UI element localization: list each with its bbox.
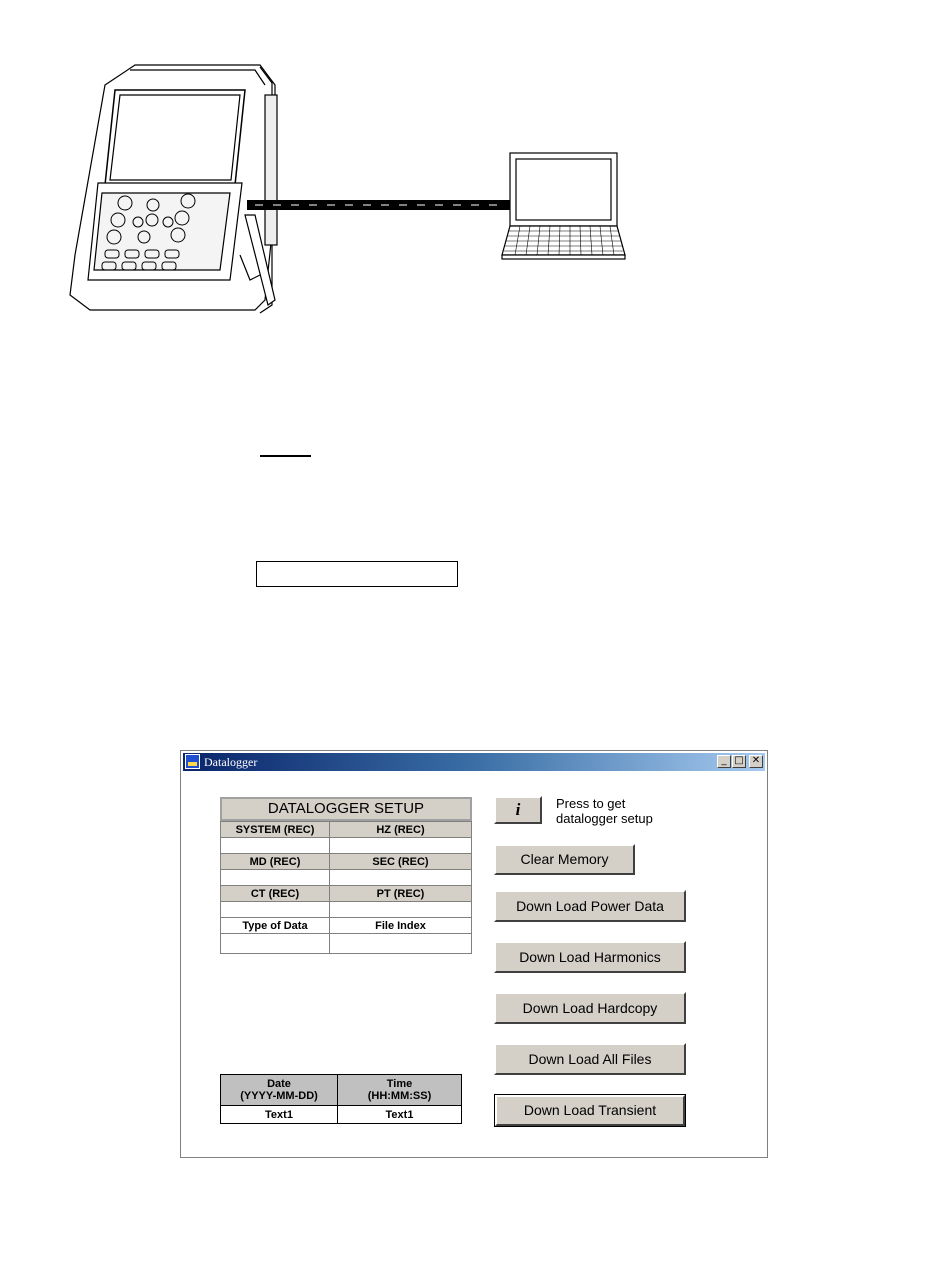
close-button[interactable]: ✕ bbox=[749, 755, 763, 768]
file-index-value bbox=[330, 934, 472, 954]
download-transient-button[interactable]: Down Load Transient bbox=[495, 1095, 685, 1126]
power-meter-icon bbox=[70, 65, 277, 313]
datetime-table bbox=[220, 1074, 462, 1124]
app-window-icon[interactable] bbox=[185, 754, 200, 769]
date-label-line2: (YYYY-MM-DD) bbox=[240, 1090, 318, 1102]
type-of-data-label: Type of Data bbox=[221, 918, 330, 934]
info-text-line2: datalogger setup bbox=[556, 811, 653, 826]
time-value: Text1 bbox=[338, 1106, 462, 1124]
maximize-button[interactable]: □ bbox=[732, 755, 746, 768]
connection-illustration bbox=[60, 55, 660, 325]
md-rec-label: MD (REC) bbox=[221, 854, 330, 870]
system-rec-label: SYSTEM (REC) bbox=[221, 822, 330, 838]
hz-rec-value bbox=[330, 838, 472, 854]
ct-rec-value bbox=[221, 902, 330, 918]
hz-rec-label: HZ (REC) bbox=[330, 822, 472, 838]
file-index-label: File Index bbox=[330, 918, 472, 934]
date-value: Text1 bbox=[221, 1106, 338, 1124]
time-label-line2: (HH:MM:SS) bbox=[367, 1090, 432, 1102]
datalogger-window bbox=[180, 750, 768, 1158]
system-rec-value bbox=[221, 838, 330, 854]
minimize-button[interactable]: _ bbox=[717, 755, 731, 768]
info-text bbox=[556, 796, 696, 826]
ct-rec-label: CT (REC) bbox=[221, 886, 330, 902]
info-text-line1: Press to get bbox=[556, 796, 626, 811]
download-hardcopy-button[interactable]: Down Load Hardcopy bbox=[494, 992, 686, 1024]
type-of-data-value bbox=[221, 934, 330, 954]
setup-header: DATALOGGER SETUP bbox=[220, 797, 472, 821]
pt-rec-label: PT (REC) bbox=[330, 886, 472, 902]
date-label bbox=[221, 1075, 338, 1106]
sec-rec-value bbox=[330, 870, 472, 886]
window-client-area bbox=[182, 772, 766, 1156]
time-label bbox=[338, 1075, 462, 1106]
empty-field-box bbox=[256, 561, 458, 587]
md-rec-value bbox=[221, 870, 330, 886]
title-bar[interactable] bbox=[183, 753, 765, 771]
sec-rec-label: SEC (REC) bbox=[330, 854, 472, 870]
setup-table bbox=[220, 821, 472, 954]
download-all-files-button[interactable]: Down Load All Files bbox=[494, 1043, 686, 1075]
laptop-icon bbox=[502, 153, 625, 259]
info-button[interactable]: i bbox=[494, 796, 542, 824]
underline-mark bbox=[260, 455, 311, 457]
clear-memory-button[interactable]: Clear Memory bbox=[494, 844, 635, 875]
time-label-line1: Time bbox=[386, 1078, 413, 1090]
date-label-line1: Date bbox=[267, 1078, 291, 1090]
download-harmonics-button[interactable]: Down Load Harmonics bbox=[494, 941, 686, 973]
download-power-data-button[interactable]: Down Load Power Data bbox=[494, 890, 686, 922]
pt-rec-value bbox=[330, 902, 472, 918]
window-title: Datalogger bbox=[204, 755, 258, 769]
